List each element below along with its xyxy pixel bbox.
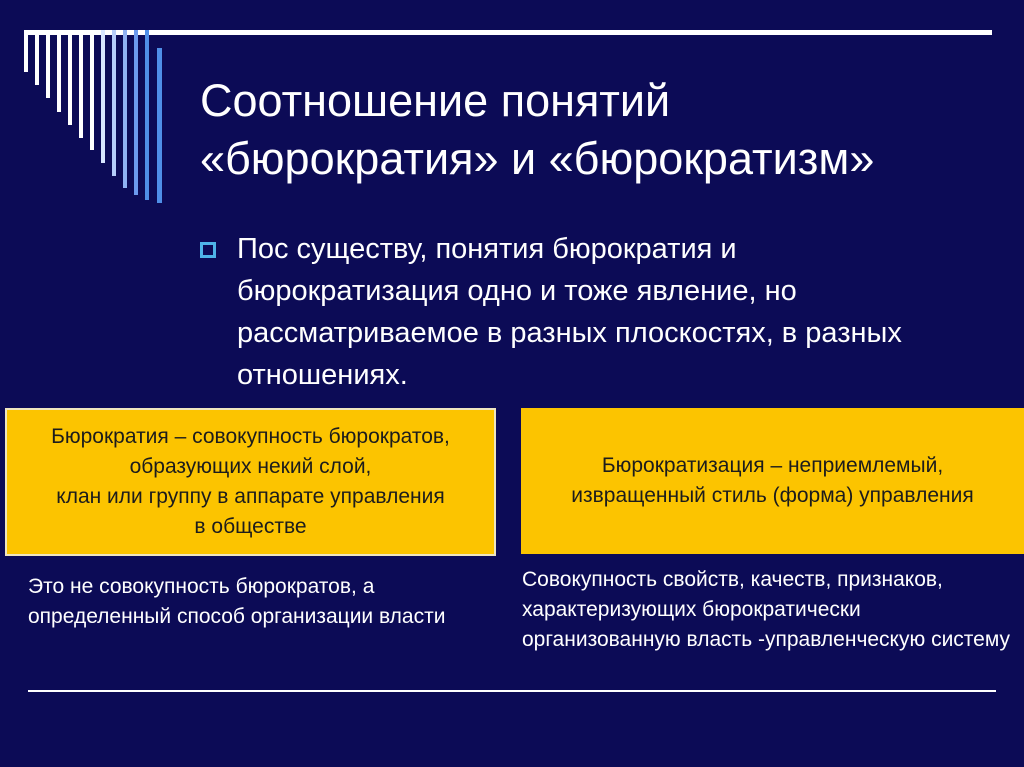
bureaucracy-definition-box xyxy=(5,408,496,556)
hollow-square-icon xyxy=(200,242,216,258)
bullet-text: Пос существу, понятия бюрократия и бюрократизация одно и тоже явление, но рассматриваемое в разных плоскостях, в разных отношениях. xyxy=(237,233,902,391)
box-left-line: образующих некий слой, xyxy=(129,455,372,478)
decorative-stripes xyxy=(0,0,175,210)
title-line-1: Соотношение понятий xyxy=(200,75,671,126)
bullet-item xyxy=(200,228,940,396)
right-note: Совокупность свойств, качеств, признаков, характеризующих бюрократически организованную власть -управленческую систему xyxy=(522,568,1011,651)
bottom-divider-line xyxy=(28,690,996,692)
slide-title xyxy=(200,72,1000,188)
box-right-line: извращенный стиль (форма) управления xyxy=(571,484,974,507)
box-left-line: клан или группу в аппарате управления xyxy=(56,485,445,508)
title-line-2: «бюрократия» и «бюрократизм» xyxy=(200,133,875,184)
box-left-line: в обществе xyxy=(194,515,307,538)
left-note: Это не совокупность бюрократов, а определенный способ организации власти xyxy=(28,575,446,628)
box-left-line: Бюрократия – совокупность бюрократов, xyxy=(51,425,450,448)
bureaucratization-definition-box xyxy=(521,408,1024,554)
box-right-line: Бюрократизация – неприемлемый, xyxy=(601,454,944,477)
